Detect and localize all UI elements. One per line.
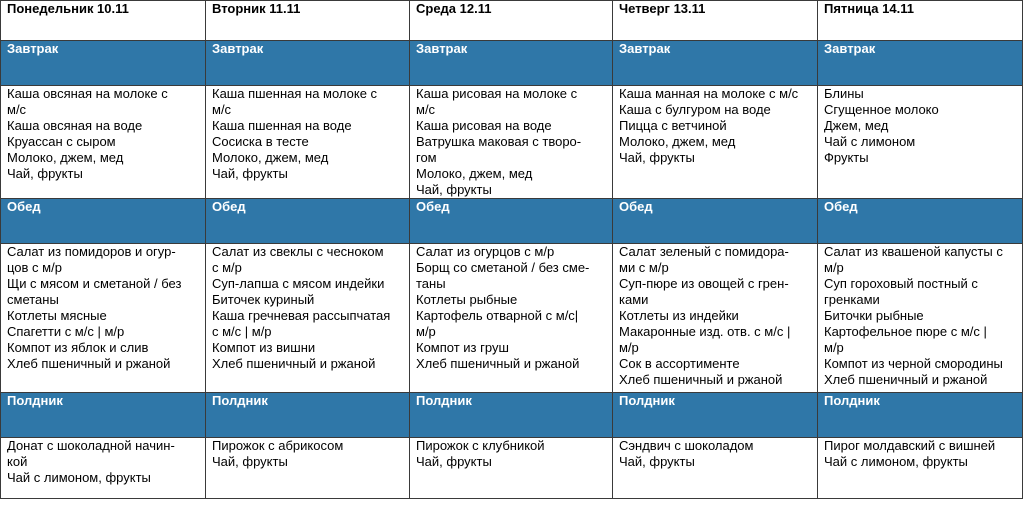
section-title: Полдник [410, 393, 613, 438]
day-header-row [1, 1, 1023, 41]
menu-item: Пирожок с клубникой [416, 438, 545, 453]
breakfast-items-row [1, 86, 1023, 199]
day-header-friday: Пятница 14.11 [818, 1, 1023, 41]
menu-item: Чай с лимоном, фрукты [7, 470, 151, 485]
menu-item: Суп-лапша с мясом индейки [212, 276, 385, 291]
menu-item: Котлеты рыбные [416, 292, 518, 307]
menu-item: Чай, фрукты [416, 454, 492, 469]
menu-item: Каша манная на молоке с м/с [619, 86, 799, 101]
menu-item: Каша пшенная на молоке с м/с [212, 86, 378, 117]
snack-cell [206, 438, 410, 499]
breakfast-cell [613, 86, 818, 199]
menu-item: Сгущенное молоко [824, 102, 939, 117]
menu-item: Картофель отварной с м/с| м/р [416, 308, 579, 339]
section-title: Завтрак [818, 41, 1023, 86]
menu-item: Спагетти с м/с | м/р [7, 324, 125, 339]
menu-item: Ватрушка маковая с творо- гом [416, 134, 582, 165]
menu-item: Биточек куриный [212, 292, 315, 307]
menu-item: Каша с булгуром на воде [619, 102, 771, 117]
day-header-tuesday: Вторник 11.11 [206, 1, 410, 41]
menu-item: Чай, фрукты [7, 166, 83, 181]
menu-item: Компот из черной смородины [824, 356, 1003, 371]
snack-header-row [1, 393, 1023, 438]
menu-item: Салат зеленый с помидора- ми с м/р [619, 244, 789, 275]
menu-item: Котлеты из индейки [619, 308, 739, 323]
menu-item: Молоко, джем, мед [212, 150, 329, 165]
breakfast-header-row [1, 41, 1023, 86]
section-title: Полдник [1, 393, 206, 438]
section-title: Полдник [818, 393, 1023, 438]
section-title: Завтрак [410, 41, 613, 86]
lunch-items-row [1, 244, 1023, 393]
section-title: Завтрак [613, 41, 818, 86]
menu-item: Каша пшенная на воде [212, 118, 352, 133]
menu-item: Пирожок с абрикосом [212, 438, 344, 453]
menu-item: Хлеб пшеничный и ржаной [619, 372, 783, 387]
menu-item: Джем, мед [824, 118, 889, 133]
menu-item: Котлеты мясные [7, 308, 107, 323]
section-title: Завтрак [206, 41, 410, 86]
menu-item: Биточки рыбные [824, 308, 924, 323]
section-title: Завтрак [1, 41, 206, 86]
snack-cell [410, 438, 613, 499]
menu-item: Борщ со сметаной / без сме- таны [416, 260, 590, 291]
snack-cell [1, 438, 206, 499]
menu-item: Чай с лимоном [824, 134, 916, 149]
menu-item: Сэндвич с шоколадом [619, 438, 754, 453]
menu-item: Фрукты [824, 150, 869, 165]
menu-item: Хлеб пшеничный и ржаной [824, 372, 988, 387]
menu-item: Каша овсяная на воде [7, 118, 143, 133]
menu-item: Салат из свеклы с чесноком с м/р [212, 244, 384, 275]
section-title: Обед [1, 199, 206, 244]
menu-item: Суп-пюре из овощей с грен- ками [619, 276, 789, 307]
day-header-monday: Понедельник 10.11 [1, 1, 206, 41]
lunch-cell [818, 244, 1023, 393]
menu-item: Чай, фрукты [212, 454, 288, 469]
menu-item: Салат из огурцов с м/р [416, 244, 555, 259]
menu-item: Чай, фрукты [416, 182, 492, 197]
menu-item: Чай, фрукты [619, 454, 695, 469]
breakfast-cell [818, 86, 1023, 199]
menu-item: Молоко, джем, мед [619, 134, 736, 149]
day-header-wednesday: Среда 12.11 [410, 1, 613, 41]
menu-item: Пирог молдавский с вишней [824, 438, 996, 453]
menu-item: Компот из груш [416, 340, 509, 355]
menu-item: Каша рисовая на молоке с м/с [416, 86, 578, 117]
menu-item: Сок в ассортименте [619, 356, 740, 371]
snack-cell [818, 438, 1023, 499]
breakfast-cell [410, 86, 613, 199]
section-title: Полдник [613, 393, 818, 438]
lunch-cell [1, 244, 206, 393]
snack-items-row [1, 438, 1023, 499]
menu-item: Каша гречневая рассыпчатая с м/с | м/р [212, 308, 391, 339]
menu-item: Компот из вишни [212, 340, 316, 355]
menu-item: Салат из помидоров и огур- цов с м/р [7, 244, 176, 275]
menu-item: Хлеб пшеничный и ржаной [7, 356, 171, 371]
lunch-cell [206, 244, 410, 393]
menu-item: Хлеб пшеничный и ржаной [212, 356, 376, 371]
menu-item: Пицца с ветчиной [619, 118, 727, 133]
menu-item: Блины [824, 86, 864, 101]
lunch-header-row [1, 199, 1023, 244]
lunch-cell [410, 244, 613, 393]
lunch-cell [613, 244, 818, 393]
menu-item: Каша овсяная на молоке с м/с [7, 86, 168, 117]
menu-item: Компот из яблок и слив [7, 340, 149, 355]
menu-item: Картофельное пюре с м/с | м/р [824, 324, 987, 355]
menu-item: Чай с лимоном, фрукты [824, 454, 968, 469]
section-title: Обед [818, 199, 1023, 244]
snack-cell [613, 438, 818, 499]
section-title: Полдник [206, 393, 410, 438]
menu-item: Щи с мясом и сметаной / без сметаны [7, 276, 182, 307]
breakfast-cell [206, 86, 410, 199]
menu-item: Сосиска в тесте [212, 134, 309, 149]
menu-item: Макаронные изд. отв. с м/с | м/р [619, 324, 791, 355]
menu-item: Круассан с сыром [7, 134, 116, 149]
menu-item: Молоко, джем, мед [7, 150, 124, 165]
section-title: Обед [206, 199, 410, 244]
menu-item: Хлеб пшеничный и ржаной [416, 356, 580, 371]
menu-item: Суп гороховый постный с гренками [824, 276, 978, 307]
menu-item: Салат из квашеной капусты с м/р [824, 244, 1003, 275]
menu-item: Донат с шоколадной начин- кой [7, 438, 175, 469]
section-title: Обед [410, 199, 613, 244]
breakfast-cell [1, 86, 206, 199]
menu-item: Каша рисовая на воде [416, 118, 552, 133]
menu-item: Молоко, джем, мед [416, 166, 533, 181]
day-header-thursday: Четверг 13.11 [613, 1, 818, 41]
menu-item: Чай, фрукты [212, 166, 288, 181]
section-title: Обед [613, 199, 818, 244]
menu-item: Чай, фрукты [619, 150, 695, 165]
